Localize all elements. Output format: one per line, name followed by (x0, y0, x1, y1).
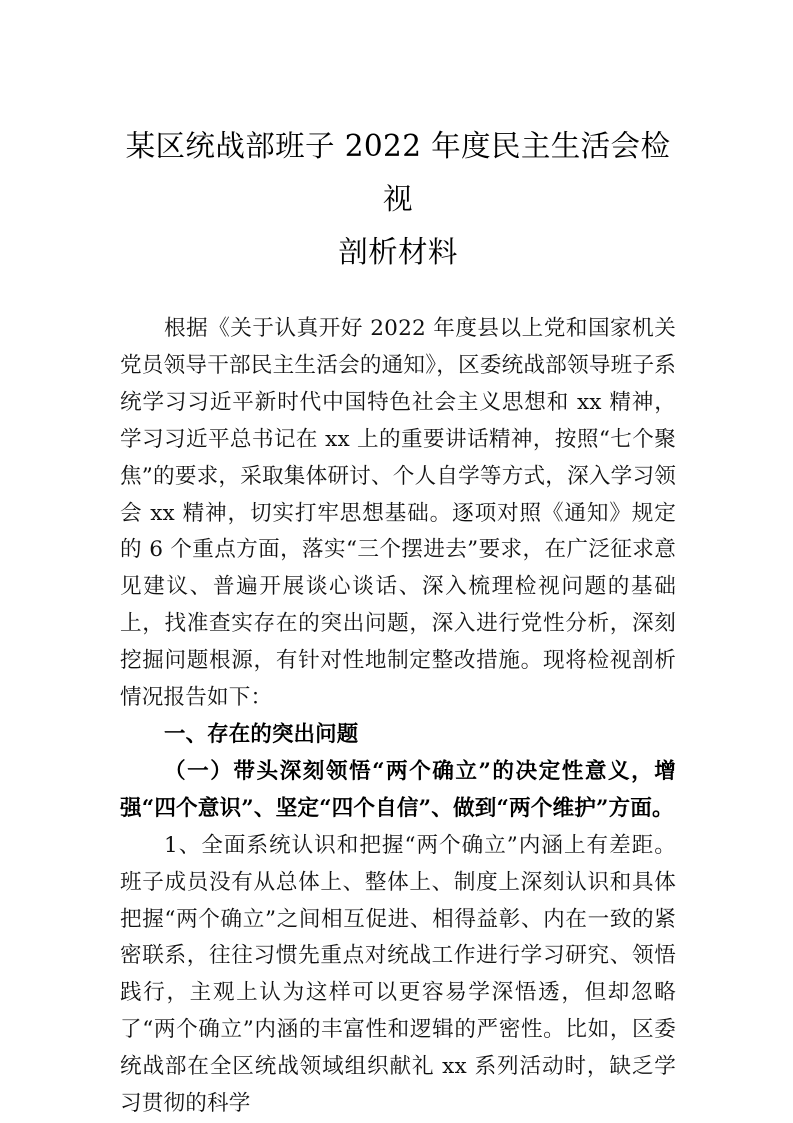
document-title (120, 0, 676, 279)
numbered-item-1: 1、全面系统认识和把握“两个确立”内涵上有差距。班子成员没有从总体上、整体上、制度上深刻认识和具体把握“两个确立”之间相互促进、相得益彰、内在一致的紧密联系，往往习惯先重点对统战工作进行学习研究、领悟践行，主观上认为这样可以更容易学深悟透，但却忽略了“两个确立”内涵的丰富性和逻辑的严密性。比如，区委统战部在全区统战领域组织献礼 xx 系列活动时，缺乏学习贯彻的科学 (120, 832, 676, 1117)
document-title-line-1: 某区统战部班子 2022 年度民主生活会检视 (125, 129, 671, 216)
page-content (120, 0, 676, 1123)
intro-paragraph: 根据《关于认真开好 2022 年度县以上党和国家机关党员领导干部民主生活会的通知》，区委统战部领导班子系统学习习近平新时代中国特色社会主义思想和 xx 精神，学习习近平总书记在 xx 上的重要讲话精神，按照“七个聚焦”的要求，采取集体研讨、个人自学等方式，深入学习领会 xx 精神，切实打牢思想基础。逐项对照《通知》规定的 6 个重点方面，落实“三个摆进去”要求，在广泛征求意见建议、普遍开展谈心谈话、深入梳理检视问题的基础上，找准查实存在的突出问题，深入进行党性分析，深刻挖掘问题根源，有针对性地制定整改措施。现将检视剖析情况报告如下： (120, 316, 676, 711)
subsection-heading-two-establishments: （一）带头深刻领悟“两个确立”的决定性意义，增强“四个意识”、坚定“四个自信”、做到“两个维护”方面。 (120, 758, 676, 821)
document-body (120, 279, 676, 1123)
document-title-line-2: 剖析材料 (338, 235, 458, 269)
section-heading-existing-problems: 一、存在的突出问题 (164, 721, 359, 747)
